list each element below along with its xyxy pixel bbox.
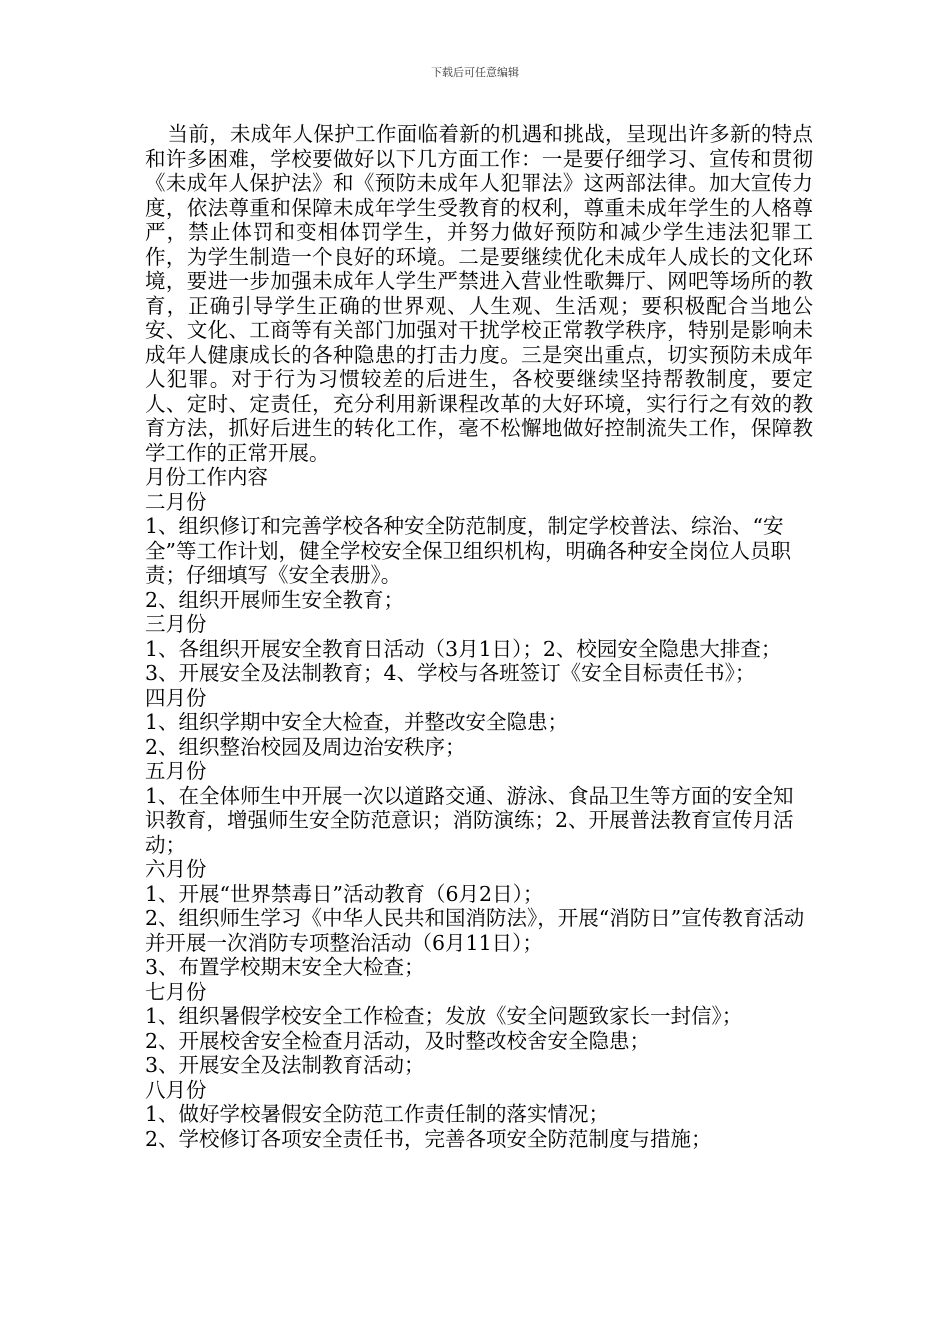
list-item: 2、开展校舍安全检查月活动，及时整改校舍安全隐患；: [145, 1028, 651, 1053]
month-heading-february: 二月份: [145, 489, 207, 514]
list-item: 1、各组织开展安全教育日活动（3月1日）；2、校园安全隐患大排查；: [145, 636, 782, 661]
list-item: 3、开展安全及法制教育；4、学校与各班签订《安全目标责任书》；: [145, 661, 756, 685]
list-item: 2、组织开展师生安全教育；: [145, 587, 405, 612]
list-item: 2、组织整治校园及周边治安秩序；: [145, 734, 466, 759]
list-item: 1、开展“世界禁毒日”活动教育（6月2日）；: [145, 881, 544, 906]
list-item: 1、组织暑假学校安全工作检查；发放《安全问题致家长一封信》；: [145, 1004, 743, 1028]
list-item: 1、在全体师生中开展一次以道路交通、游泳、食品卫生等方面的安全知识教育，增强师生安全防范意识；消防演练；2、开展普法教育宣传月活动；: [145, 783, 794, 857]
month-heading-may: 五月份: [145, 759, 207, 783]
list-item: 2、组织师生学习《中华人民共和国消防法》，开展“消防日”宣传教育活动并开展一次消防专项整治活动（6月11日）；: [145, 906, 805, 955]
page-header: 下载后可任意编辑: [431, 66, 519, 79]
intro-paragraph: 当前，未成年人保护工作面临着新的机遇和挑战，呈现出许多新的特点和许多困难，学校要做好以下几方面工作：一是要仔细学习、宣传和贯彻《未成年人保护法》和《预防未成年人犯罪法》这两部法律。加大宣传力度，依法尊重和保障未成年学生受教育的权利，尊重未成年学生的人格尊严，禁止体罚和变相体罚学生，并努力做好预防和减少学生违法犯罪工作，为学生制造一个良好的环境。二是要继续优化未成年人成长的文化环境，要进一步加强未成年人学生严禁进入营业性歌舞厅、网吧等场所的教育，正确引导学生正确的世界观、人生观、生活观；要积极配合当地公安、文化、工商等有关部门加强对干扰学校正常教学秩序，特别是影响未成年人健康成长的各种隐患的打击力度。三是突出重点，切实预防未成年人犯罪。对于行为习惯较差的后进生，各校要继续坚持帮教制度，要定人、定时、定责任，充分利用新课程改革的大好环境，实行行之有效的教育方法，抓好后进生的转化工作，毫不松懈地做好控制流失工作，保障教学工作的正常开展。: [145, 122, 813, 465]
list-item: 1、组织修订和完善学校各种安全防范制度，制定学校普法、综治、“安全”等工作计划，健全学校安全保卫组织机构，明确各种安全岗位人员职责；仔细填写《安全表册》。: [145, 514, 791, 587]
list-item: 2、学校修订各项安全责任书，完善各项安全防范制度与措施；: [145, 1126, 712, 1151]
section-title: 月份工作内容: [145, 465, 268, 489]
document-body: [145, 122, 813, 1151]
list-item: 3、布置学校期末安全大检查；: [145, 955, 425, 979]
list-item: 3、开展安全及法制教育活动；: [145, 1053, 425, 1077]
month-heading-july: 七月份: [145, 979, 207, 1004]
month-heading-april: 四月份: [145, 685, 207, 710]
month-heading-march: 三月份: [145, 612, 207, 636]
list-item: 1、做好学校暑假安全防范工作责任制的落实情况；: [145, 1102, 610, 1126]
month-heading-august: 八月份: [145, 1077, 207, 1102]
month-heading-june: 六月份: [145, 857, 207, 881]
list-item: 1、组织学期中安全大检查，并整改安全隐患；: [145, 710, 569, 734]
